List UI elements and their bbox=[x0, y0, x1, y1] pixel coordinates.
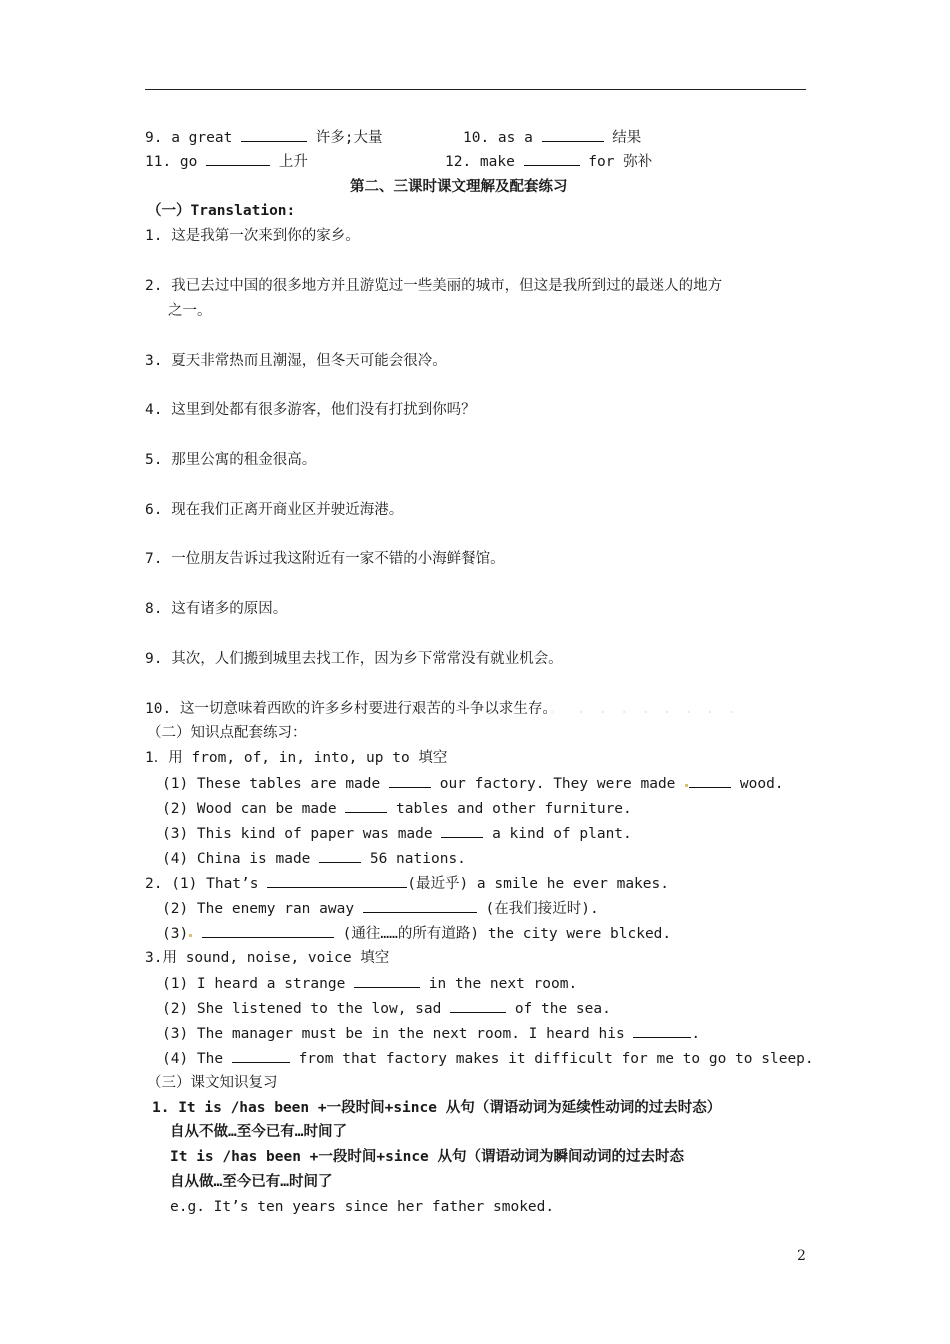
translation-item-cont: 之一。 bbox=[168, 303, 212, 319]
blank[interactable] bbox=[524, 151, 580, 166]
faded-trail: 。 . . . . . . . . bbox=[549, 701, 738, 717]
example-line: e.g. It’s ten years since her father smoked. bbox=[170, 1199, 555, 1215]
translation-heading: （一）Translation: bbox=[147, 203, 296, 219]
blank[interactable] bbox=[389, 773, 431, 788]
q2-sentence-3: (3) (通往……的所有道路) the city were blcked. bbox=[162, 923, 671, 944]
blank[interactable] bbox=[241, 127, 307, 142]
page-number: 2 bbox=[797, 1248, 806, 1264]
exercises-heading: （二）知识点配套练习： bbox=[147, 725, 307, 741]
vocab-item-10: 10. as a 结果 bbox=[463, 127, 641, 148]
vocab-item-11: 11. go 上升 bbox=[145, 151, 308, 172]
blank[interactable] bbox=[441, 823, 483, 838]
translation-item: 8. 这有诸多的原因。 bbox=[145, 601, 288, 617]
blank[interactable] bbox=[319, 848, 361, 863]
blank[interactable] bbox=[542, 127, 604, 142]
q1-sentence-1: (1) These tables are made our factory. They were made wood. bbox=[162, 773, 784, 794]
translation-item: 4. 这里到处都有很多游客，他们没有打扰到你吗？ bbox=[145, 402, 476, 418]
blank[interactable] bbox=[345, 798, 387, 813]
q1-sentence-2: (2) Wood can be made tables and other furniture. bbox=[162, 798, 632, 819]
blank[interactable] bbox=[232, 1048, 290, 1063]
q2-sentence-1: 2. (1) That’s (最近乎) a smile he ever makes. bbox=[145, 873, 669, 894]
translation-item: 7. 一位朋友告诉过我这附近有一家不错的小海鲜餐馆。 bbox=[145, 551, 505, 567]
blank[interactable] bbox=[267, 873, 407, 888]
translation-item: 9. 其次，人们搬到城里去找工作，因为乡下常常没有就业机会。 bbox=[145, 651, 563, 667]
q1-sentence-4: (4) China is made 56 nations. bbox=[162, 848, 466, 869]
vocab-item-9: 9. a great 许多;大量 bbox=[145, 127, 383, 148]
blank[interactable] bbox=[206, 151, 270, 166]
q3-prompt: 3.用 sound, noise, voice 填空 bbox=[145, 950, 390, 966]
review-line: 自从不做…至今已有…时间了 bbox=[170, 1124, 347, 1140]
header-rule bbox=[145, 89, 806, 90]
q1-prompt: 1．用 from, of, in, into, up to 填空 bbox=[145, 750, 448, 766]
blank[interactable] bbox=[354, 973, 420, 988]
q3-sentence-2: (2) She listened to the low, sad of the sea. bbox=[162, 998, 611, 1019]
blank[interactable] bbox=[633, 1023, 691, 1038]
q3-sentence-4: (4) The from that factory makes it difficult for me to go to sleep. bbox=[162, 1048, 814, 1069]
translation-item: 6. 现在我们正离开商业区并驶近海港。 bbox=[145, 502, 404, 518]
blank[interactable] bbox=[450, 998, 506, 1013]
blank[interactable] bbox=[689, 773, 731, 788]
vocab-item-12: 12. make for 弥补 bbox=[445, 151, 652, 172]
review-line: 自从做…至今已有…时间了 bbox=[170, 1174, 333, 1190]
q2-sentence-2: (2) The enemy ran away (在我们接近时). bbox=[162, 898, 599, 919]
blank[interactable] bbox=[363, 898, 477, 913]
review-line: 1. It is /has been +一段时间+since 从句（谓语动词为延续性动词的过去时态） bbox=[152, 1100, 722, 1116]
translation-item: 1. 这是我第一次来到你的家乡。 bbox=[145, 228, 360, 244]
review-heading: （三）课文知识复习 bbox=[147, 1075, 278, 1091]
translation-item: 10. 这一切意味着西欧的许多乡村要进行艰苦的斗争以求生存。。 . . . . . . . . bbox=[145, 701, 738, 717]
q3-sentence-3: (3) The manager must be in the next room. I heard his . bbox=[162, 1023, 700, 1044]
q3-sentence-1: (1) I heard a strange in the next room. bbox=[162, 973, 577, 994]
section-title: 第二、三课时课文理解及配套练习 bbox=[350, 179, 568, 195]
translation-item: 2. 我已去过中国的很多地方并且游览过一些美丽的城市，但这是我所到过的最迷人的地方 bbox=[145, 278, 723, 294]
translation-item: 5. 那里公寓的租金很高。 bbox=[145, 452, 317, 468]
review-line: It is /has been +一段时间+since 从句（谓语动词为瞬间动词的过去时态 bbox=[170, 1149, 685, 1165]
blank[interactable] bbox=[202, 923, 334, 938]
q1-sentence-3: (3) This kind of paper was made a kind of plant. bbox=[162, 823, 632, 844]
translation-item: 3. 夏天非常热而且潮湿，但冬天可能会很冷。 bbox=[145, 353, 447, 369]
